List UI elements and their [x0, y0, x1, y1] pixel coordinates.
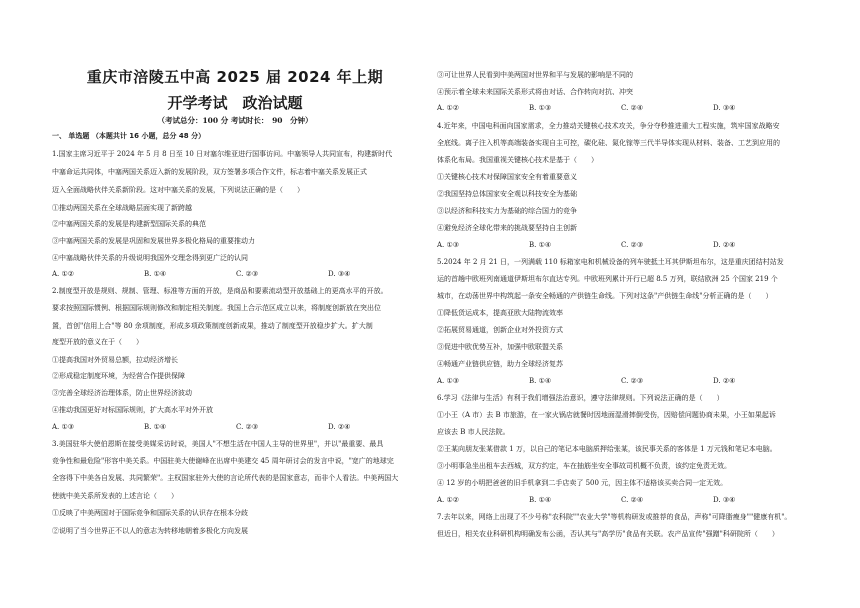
question-text-line: ①降低货运成本，提高亚欧大陆物流效率	[437, 309, 563, 317]
question-text-line: ③完善全球经济治理体系，防止世界经济波动	[52, 389, 192, 397]
answer-option: C. ②③	[621, 377, 644, 385]
question-text-line: 全容得下中美各自发展、共同繁荣"。主权国家驻外大使的言论所代表的是国家意志，而非个人看法。中美两国大	[52, 474, 399, 482]
answer-option: D. ②④	[713, 241, 736, 249]
answer-option: C. ②③	[236, 270, 259, 278]
answer-option: A. ①②	[52, 270, 75, 278]
question-text-line: ③小明事急坐出租车去西城，双方约定，车在抽筋坐安全事故司机概不负责，该约定免责无效。	[437, 462, 731, 470]
question-text-line: ④预示着全球未来国际关系形式将由对话、合作转向对抗、冲突	[437, 88, 633, 96]
question-text-line: ③以经济和科技实力为基础的综合国力的竞争	[437, 207, 577, 215]
question-text-line: ②说明了当今世界正不以人的意志为转移地朝着多极化方向发展	[52, 527, 248, 535]
answer-option: B. ①④	[144, 423, 167, 431]
question-text-line: 体系化布局。我国重视关键核心技术是基于（ ）	[437, 156, 598, 164]
question-text-line: ①提高我国对外贸易总额，拉动经济增长	[52, 356, 178, 364]
question-text-line: ④避免经济全球化带来的挑战要坚持自主创新	[437, 224, 577, 232]
question-1-options	[52, 270, 420, 279]
question-text-line: 2.制度型开放是规则、规制、管理、标准等方面的开放，是商品和要素流动型开放基础上的更高水平的开放。	[52, 287, 388, 295]
question-text-line: 7.去年以来，网络上出现了不少号称"农科院""农业大学"等机构研发或推荐的食品，声称"可降脂瘦身""健康有机"。	[437, 513, 792, 521]
question-text-line: ②中塞两国关系的发展是构建新型国际关系的典范	[52, 220, 206, 228]
question-text-line: ④推动我国更好对标国际规则，扩大高水平对外开放	[52, 406, 213, 414]
question-2-options	[52, 423, 420, 432]
question-text-line: ③促进中欧优势互补，加强中欧联盟关系	[437, 343, 563, 351]
question-text-line: 度型开放的意义在于（ ）	[52, 338, 143, 346]
question-text-line: ②拓展贸易通道，创新企业对外投资方式	[437, 326, 563, 334]
question-text-line: 置，首创"信用上合"等 80 余项制度，形成多项政策制度创新成果，推动了制度型开放稳步扩大。扩大制	[52, 322, 373, 330]
answer-option: C. ②③	[621, 241, 644, 249]
question-text-line: 6.学习《法律与生活》有利于我们增强法治意识，遵守法律规则。下列说法正确的是（ ）	[437, 394, 724, 402]
question-4-options	[437, 241, 805, 250]
answer-option: B. ①④	[529, 496, 552, 504]
question-text-line: 5.2024 年 2 月 21 日，一列满载 110 标箱家电和机械设备的列车驶抵土耳其伊斯坦布尔，这是重庆团结村站发	[437, 258, 784, 266]
answer-option: D. ③④	[713, 104, 736, 112]
question-text-line: 要求按照国际惯例、根据国际规则修改和制定相关制度。我国上合示范区成立以来，将制度创新放在突出位	[52, 304, 381, 312]
question-text-line: 3.美国驻华大使伯恩斯在接受美媒采访时说，美国人"不想生活在中国人主导的世界里"，并以"最重要、最具	[52, 440, 384, 448]
answer-option: A. ①③	[437, 377, 460, 385]
question-text-line: ②我国坚持总体国家安全观以科技安全为基础	[437, 190, 577, 198]
answer-option: A. ①②	[437, 104, 460, 112]
answer-option: C. ②④	[621, 496, 644, 504]
question-text-line: ④ 12 岁的小明把爸爸的旧手机拿到二手店卖了 500 元，因主体不适格该买卖合同一定无效。	[437, 479, 728, 487]
answer-option: C. ②③	[236, 423, 259, 431]
question-3-options	[437, 104, 805, 113]
answer-option: B. ①④	[144, 270, 167, 278]
question-text-line: 1.国家主席习近平于 2024 年 5 月 8 日至 10 日对塞尔维亚进行国事访问。中塞领导人共同宣布，构建新时代	[52, 150, 393, 158]
question-text-line: ①反映了中美两国对于国际竞争和国际关系的认识存在根本分歧	[52, 509, 248, 517]
answer-option: A. ①③	[437, 241, 460, 249]
question-text-line: 城市，在动荡世界中构筑起一条安全畅通的产供链生命线。下列对这条"产供链生命线"分析正确的是（ ）	[437, 292, 773, 300]
question-text-line: 运的首趟中欧班列南通道伊斯坦布尔直达专列。中欧班列累计开行已超 8.5 万列，联结欧洲 25 个国家 219 个	[437, 275, 778, 283]
answer-option: D. ③④	[328, 270, 351, 278]
answer-option: C. ②④	[621, 104, 644, 112]
question-text-line: ②王某向朋友张某借款 1 万，以自己的笔记本电脑质押给张某，该民事关系的客体是 1 万元钱和笔记本电脑。	[437, 445, 777, 453]
answer-option: B. ①④	[529, 241, 552, 249]
exam-meta: （考试总分：100 分 考试时长： 90 分钟）	[157, 116, 313, 125]
answer-option: A. ①③	[52, 423, 75, 431]
answer-option: B. ①④	[529, 377, 552, 385]
question-text-line: ④畅通产业链供应链，助力全球经济复苏	[437, 360, 563, 368]
question-text-line: 但近日，相关农业科研机构明确发布公函，否认其与"高学历"食品有关联。农产品宣传"强蹭"科研院所（ ）	[437, 530, 779, 538]
exam-subtitle: 开学考试 政治试题	[167, 94, 303, 112]
question-text-line: ③中塞两国关系的发展是巩固和发展世界多极化格局的重要推动力	[52, 237, 255, 245]
question-text-line: ③可让世界人民看到中美两国对世界和平与发展的影响是不同的	[437, 71, 633, 79]
answer-option: D. ②④	[328, 423, 351, 431]
question-text-line: 中塞命运共同体，中塞两国关系迈入新的发展阶段，双方签署多项合作文件，标志着中塞关系发展正式	[52, 168, 367, 176]
question-5-options	[437, 377, 805, 386]
question-text-line: 全底线。离子注入机等高端装备实现自主可控，碳化硅、氮化镓等三代半导体实现从材料、装备、工艺到应用的	[437, 139, 780, 147]
question-text-line: 竞争性和最危险"形容中美关系。中国驻美大使谢峰在出席中美建交 45 周年研讨会的发言中说，"宽广的地球完	[52, 457, 394, 465]
section-heading: 一、 单选题 （本题共计 16 小题，总分 48 分）	[52, 132, 206, 140]
answer-option: B. ①③	[529, 104, 552, 112]
question-text-line: ①关键核心技术对保障国家安全有着重要意义	[437, 173, 577, 181]
question-text-line: 4.近年来，中国电科面向国家需求，全力推动关键核心技术攻关，争分夺秒推进重大工程实施，筑牢国家战略安	[437, 122, 780, 130]
question-text-line: 迈入全面战略伙伴关系新阶段。这对中塞关系的发展，下列说法正确的是（ ）	[52, 186, 304, 194]
exam-title: 重庆市涪陵五中高 2025 届 2024 年上期	[86, 68, 384, 86]
answer-option: A. ①②	[437, 496, 460, 504]
question-text-line: ①小王（A 市）去 B 市旅游，在一家火锅店就餐时因地面湿滑摔倒受伤，因赔偿问题协商未果，小王如果起诉	[437, 411, 776, 419]
question-text-line: ①推动两国关系在全球战略层面实现了新跨越	[52, 204, 192, 212]
question-text-line: 使就中美关系所发表的上述言论（ ）	[52, 492, 178, 500]
question-6-options	[437, 496, 805, 505]
answer-option: D. ③④	[713, 496, 736, 504]
question-text-line: ④中塞战略伙伴关系的升级说明我国外交理念得到更广泛的认同	[52, 254, 248, 262]
question-text-line: 应该去 B 市人民法院。	[437, 428, 510, 436]
answer-option: D. ②④	[713, 377, 736, 385]
question-text-line: ②形成稳定制度环境，为经营合作提供保障	[52, 372, 185, 380]
